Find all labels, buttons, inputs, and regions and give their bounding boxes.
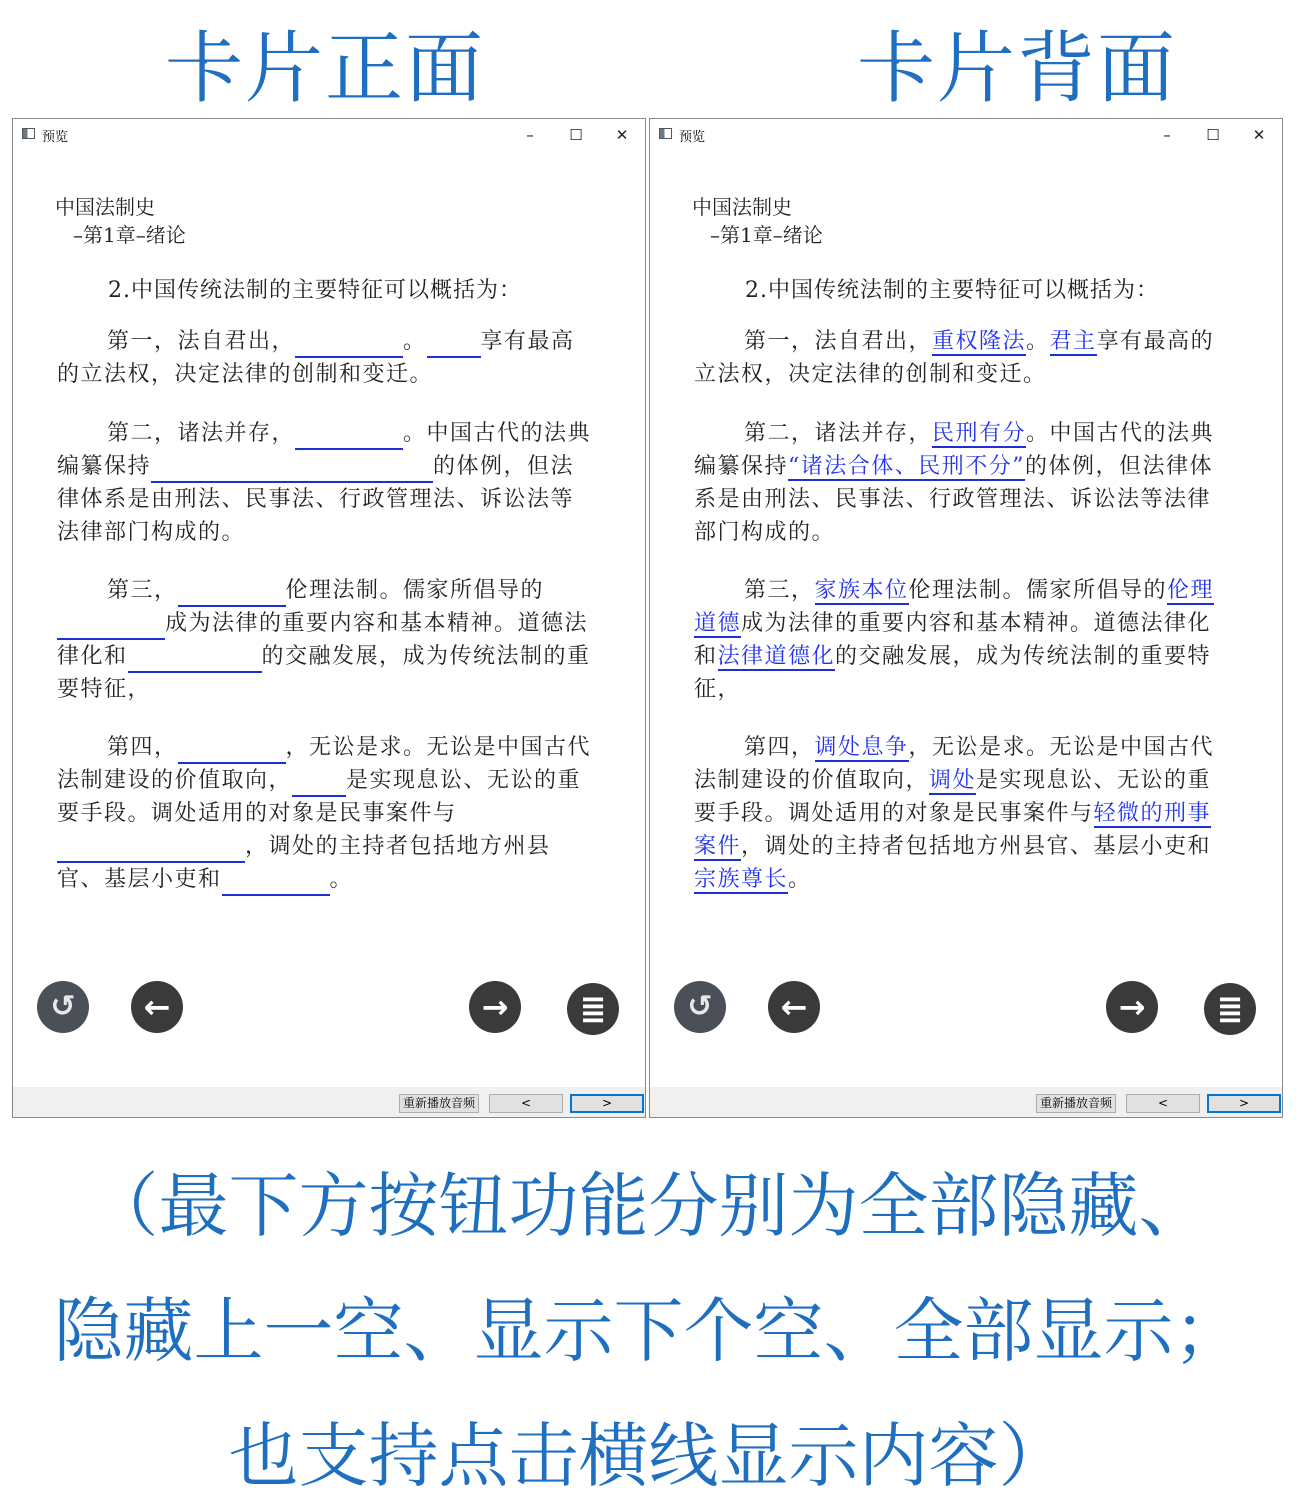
show-all-button[interactable] [1204,983,1256,1035]
replay-audio-button[interactable]: 重新播放音频 [1036,1094,1116,1113]
paragraph-1 [694,325,1234,391]
show-next-button[interactable] [469,981,521,1033]
window-title: 预览 [42,130,69,145]
text: 。中国古代的法典编纂保持 [57,421,592,479]
back-preview-window [649,118,1283,1118]
answer-8[interactable]: 调处息争 [814,735,909,760]
paragraph-2 [694,417,1234,549]
paragraph-3 [694,574,1234,706]
next-card-button[interactable]: > [570,1094,644,1113]
text: 享有最高的立法权，决定法律的创制和变迁。 [57,329,575,387]
replay-audio-button[interactable]: 重新播放音频 [399,1094,479,1113]
text: ，调处的主持者包括地方州县官、基层小吏和 [741,834,1212,859]
hide-previous-button[interactable] [131,981,183,1033]
caption-line-3: 也支持点击横线显示内容） [228,1415,1069,1497]
question-text: 2.中国传统法制的主要特征可以概括为： [108,278,522,303]
front-heading: 卡片正面 [165,24,486,114]
blank-9[interactable] [292,769,346,797]
paragraph-2 [57,417,597,549]
answer-1[interactable]: 重权隆法 [932,329,1027,354]
text: 成为法律的重要内容和基本精神。道德法律化和 [57,611,589,669]
answer-4[interactable]: “诸法合体、民刑不分” [788,454,1026,479]
title-bar [650,119,1282,149]
undo-circle-icon: ↺ [50,989,76,1024]
status-bar [650,1087,1282,1117]
text: 第一，法自君出， [744,329,933,354]
text: 是实现息讼、无讼的重要手段。调处适用的对象是民事案件与 [57,768,582,826]
text: 第三， [107,578,178,603]
book-title: 中国法制史 [55,195,155,219]
text: 是实现息讼、无讼的重要手段。调处适用的对象是民事案件与 [694,768,1212,826]
back-heading: 卡片背面 [857,24,1178,114]
prev-card-button[interactable]: < [1126,1094,1200,1113]
text: 。中国古代的法典编纂保持 [694,421,1215,479]
text: 第三， [744,578,815,603]
window-title: 预览 [679,130,706,145]
blank-10[interactable] [57,835,245,863]
answer-11[interactable]: 宗族尊长 [694,867,789,892]
paragraph-3 [57,574,597,706]
close-button[interactable]: ✕ [615,126,629,144]
blank-3[interactable] [295,422,403,450]
question-text: 2.中国传统法制的主要特征可以概括为： [745,278,1159,303]
maximize-button[interactable]: ☐ [569,126,583,144]
minimize-button[interactable]: – [1163,126,1171,144]
text: 。 [403,329,427,354]
text: 享有最高的立法权，决定法律的创制和变迁。 [694,329,1215,387]
app-icon [22,128,35,139]
show-all-button[interactable] [567,983,619,1035]
blank-5[interactable] [178,579,286,607]
front-preview-window [12,118,646,1118]
blank-4[interactable] [151,455,433,483]
paragraph-1 [57,325,597,391]
arrow-right-icon: → [1118,988,1146,1026]
text: 第四， [107,735,178,760]
arrow-left-icon: ← [780,988,808,1026]
blank-1[interactable] [295,330,403,358]
answer-6[interactable]: 伦理道德 [694,578,1215,636]
text: 第二，诸法并存， [744,421,933,446]
next-card-button[interactable]: > [1207,1094,1281,1113]
answer-5[interactable]: 家族本位 [814,578,909,603]
text: 成为法律的重要内容和基本精神。道德法律化和 [694,611,1212,669]
text: 的交融发展，成为传统法制的重要特征， [57,644,591,702]
hide-previous-button[interactable] [768,981,820,1033]
chapter-title: –第1章–绪论 [73,223,186,247]
text: 第一，法自君出， [107,329,296,354]
show-next-button[interactable] [1106,981,1158,1033]
blank-11[interactable] [222,868,330,896]
text: 。 [329,867,354,892]
blank-2[interactable] [427,330,481,358]
text: 的交融发展，成为传统法制的重要特征， [694,644,1212,702]
text: 伦理法制。儒家所倡导的 [285,578,545,603]
maximize-button[interactable]: ☐ [1206,126,1220,144]
text: ，调处的主持者包括地方州县官、基层小吏和 [57,834,551,892]
text: 。 [1026,329,1050,354]
chapter-title: –第1章–绪论 [710,223,823,247]
hide-all-button[interactable] [674,981,726,1033]
text: 第四， [744,735,815,760]
list-icon: ≣ [1216,990,1244,1028]
text: 的体例，但法律体系是由刑法、民事法、行政管理法、诉讼法等法律部门构成的。 [57,454,575,545]
caption-line-1: （最下方按钮功能分别为全部隐藏、 [88,1165,1209,1247]
text: 。 [788,867,812,892]
answer-2[interactable]: 君主 [1049,329,1097,354]
caption-line-2: 隐藏上一空、显示下个空、全部显示； [53,1290,1244,1372]
text: ，无讼是求。无讼是中国古代法制建设的价值取向， [694,735,1215,793]
book-title: 中国法制史 [692,195,792,219]
minimize-button[interactable]: – [526,126,534,144]
text: 伦理法制。儒家所倡导的 [908,578,1168,603]
text: ，无讼是求。无讼是中国古代法制建设的价值取向， [57,735,592,793]
answer-7[interactable]: 法律道德化 [717,644,836,669]
undo-circle-icon: ↺ [687,989,713,1024]
arrow-right-icon: → [481,988,509,1026]
hide-all-button[interactable] [37,981,89,1033]
list-icon: ≣ [579,990,607,1028]
blank-7[interactable] [128,645,262,673]
title-bar [13,119,645,149]
text: 第二，诸法并存， [107,421,296,446]
text: 的体例，但法律体系是由刑法、民事法、行政管理法、诉讼法等法律部门构成的。 [694,454,1214,545]
status-bar [13,1087,645,1117]
paragraph-4 [694,731,1234,896]
close-button[interactable]: ✕ [1252,126,1266,144]
prev-card-button[interactable]: < [489,1094,563,1113]
blank-6[interactable] [57,612,165,640]
paragraph-4 [57,731,597,896]
app-icon [659,128,672,139]
answer-3[interactable]: 民刑有分 [932,421,1027,446]
answer-10[interactable]: 轻微的刑事案件 [694,801,1212,859]
answer-9[interactable]: 调处 [929,768,977,793]
blank-8[interactable] [178,736,286,764]
arrow-left-icon: ← [143,988,171,1026]
